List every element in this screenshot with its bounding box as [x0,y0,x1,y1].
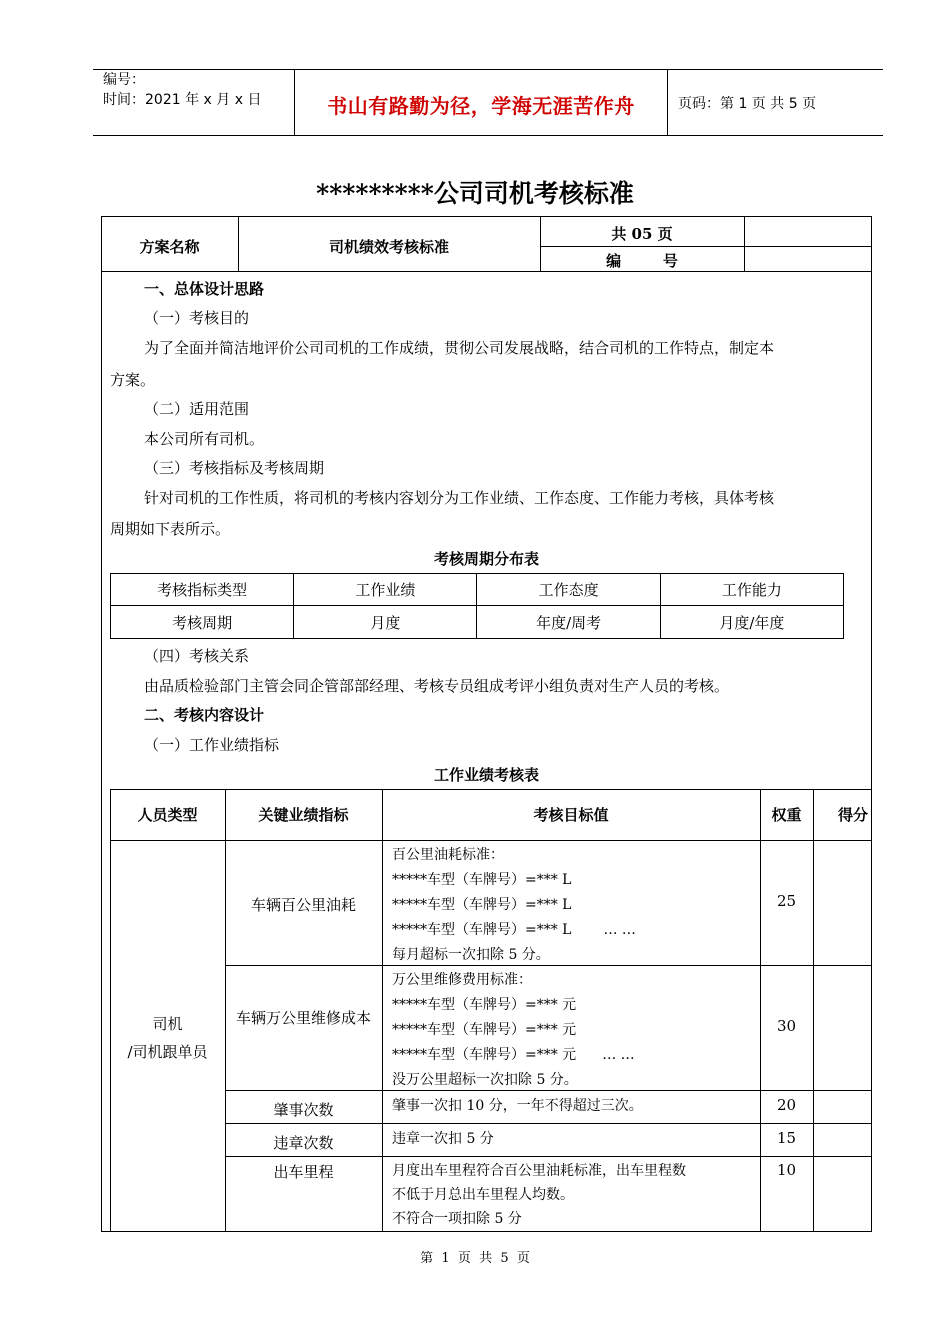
weight-cell: 30 [776,1017,797,1035]
header-divider [294,69,295,135]
perf-header-cell: 关键业绩指标 [258,806,349,824]
paragraph-line: 由品质检验部门主管会同企管部部经理、考核专员组成考评小组负责对生产人员的考核。 [144,677,730,695]
table-row [111,574,844,606]
header-meta [103,70,261,110]
target-line: 没万公里超标一次扣除 5 分。 [392,1072,578,1088]
target-line: 肇事一次扣 10 分，一年不得超过三次。 [392,1098,643,1114]
paragraph-line: 本公司所有司机。 [144,430,265,448]
subsection-heading: （二）适用范围 [144,400,250,418]
perf-row-line [225,1123,872,1124]
table-cell: 年度/周考 [477,606,660,639]
target-line: 不低于月总出车里程人均数。 [392,1187,574,1203]
table-cell: 月度 [294,606,477,639]
table-cell: 考核周期 [111,606,294,639]
target-cell [392,968,635,1093]
perf-header-cell: 考核目标值 [533,806,609,824]
target-line: 违章一次扣 5 分 [392,1131,494,1147]
person-type-cell [110,1010,225,1066]
target-cell [392,843,636,968]
target-line [392,1043,635,1068]
target-line: 百公里油耗标准： [392,847,504,863]
section-heading: 一、总体设计思路 [144,280,265,298]
paragraph-line: 周期如下表所示。 [110,520,231,538]
document-title: *********公司司机考核标准 [316,179,634,208]
target-ellipsis: … … [603,922,636,938]
perf-table-title: 工作业绩考核表 [433,766,539,784]
scheme-pages-label: 共 05 页 [611,225,673,243]
table-cell: 月度/年度 [660,606,843,639]
table-cell: 工作业绩 [294,574,477,606]
target-text: *****车型（车牌号）=*** L [392,922,572,938]
cycle-table [110,573,844,639]
target-line: 月度出车里程符合百公里油耗标准，出车里程数 [392,1163,686,1179]
subsection-heading: （三）考核指标及考核周期 [144,459,325,477]
paragraph-line: 方案。 [110,371,156,389]
scheme-row-mid [540,246,872,247]
target-line: *****车型（车牌号）=*** L [392,897,572,913]
scheme-col-line [744,216,745,271]
weight-cell: 10 [776,1161,797,1179]
weight-cell: 20 [776,1096,797,1114]
subsection-heading: （四）考核关系 [144,647,250,665]
indicator-cell: 车辆万公里维修成本 [235,1009,371,1027]
scheme-number-label: 编 号 [606,252,678,270]
target-cell [392,1159,686,1231]
indicator-cell: 肇事次数 [273,1101,334,1119]
scheme-row-bottom [101,271,872,272]
weight-cell: 25 [776,892,797,910]
perf-col-line [382,789,383,1231]
table-cell: 工作态度 [477,574,660,606]
header-motto: 书山有路勤为径，学海无涯苦作舟 [327,94,635,118]
header-time-label: 时间：2021 年 x 月 x 日 [103,92,262,108]
target-line: *****车型（车牌号）=*** L [392,872,572,888]
page-footer: 第 1 页 共 5 页 [420,1251,530,1266]
cycle-table-title: 考核周期分布表 [433,550,539,568]
section-heading: 二、考核内容设计 [144,706,265,724]
weight-cell: 15 [776,1129,797,1147]
perf-table-bottom [101,1231,872,1232]
paragraph-line: 为了全面并简洁地评价公司司机的工作成绩，贯彻公司发展战略，结合司机的工作特点，制定本 [144,339,775,357]
perf-header-cell: 人员类型 [137,806,198,824]
target-line: 万公里维修费用标准： [392,972,532,988]
indicator-cell: 违章次数 [273,1134,334,1152]
target-text: *****车型（车牌号）=*** 元 [392,1047,577,1063]
table-cell: 工作能力 [660,574,843,606]
target-line: *****车型（车牌号）=*** 元 [392,1022,577,1038]
scheme-name-label: 方案名称 [139,238,200,256]
perf-col-line [813,789,814,1231]
table-row [111,606,844,639]
target-ellipsis: … … [602,1047,635,1063]
subsection-heading: （一）工作业绩指标 [144,736,280,754]
person-type-line: /司机跟单员 [127,1043,208,1061]
target-line: *****车型（车牌号）=*** 元 [392,997,577,1013]
header-divider [667,69,668,135]
indicator-cell: 出车里程 [273,1163,334,1181]
indicator-cell: 车辆百公里油耗 [250,896,356,914]
header-bottom-rule [93,135,883,136]
header-page-info: 页码：第 1 页 共 5 页 [678,96,817,112]
header-number-label: 编号： [103,72,145,88]
target-line: 每月超标一次扣除 5 分。 [392,947,550,963]
subsection-heading: （一）考核目的 [144,309,250,327]
person-type-line: 司机 [152,1015,183,1033]
target-line [392,918,636,943]
perf-header-cell: 得分 [838,806,869,824]
perf-header-cell: 权重 [771,806,802,824]
paragraph-line: 针对司机的工作性质，将司机的考核内容划分为工作业绩、工作态度、工作能力考核，具体考核 [144,489,775,507]
scheme-name-value: 司机绩效考核标准 [328,238,449,256]
perf-row-line [225,1156,872,1157]
table-cell: 考核指标类型 [111,574,294,606]
target-line: 不符合一项扣除 5 分 [392,1211,522,1227]
